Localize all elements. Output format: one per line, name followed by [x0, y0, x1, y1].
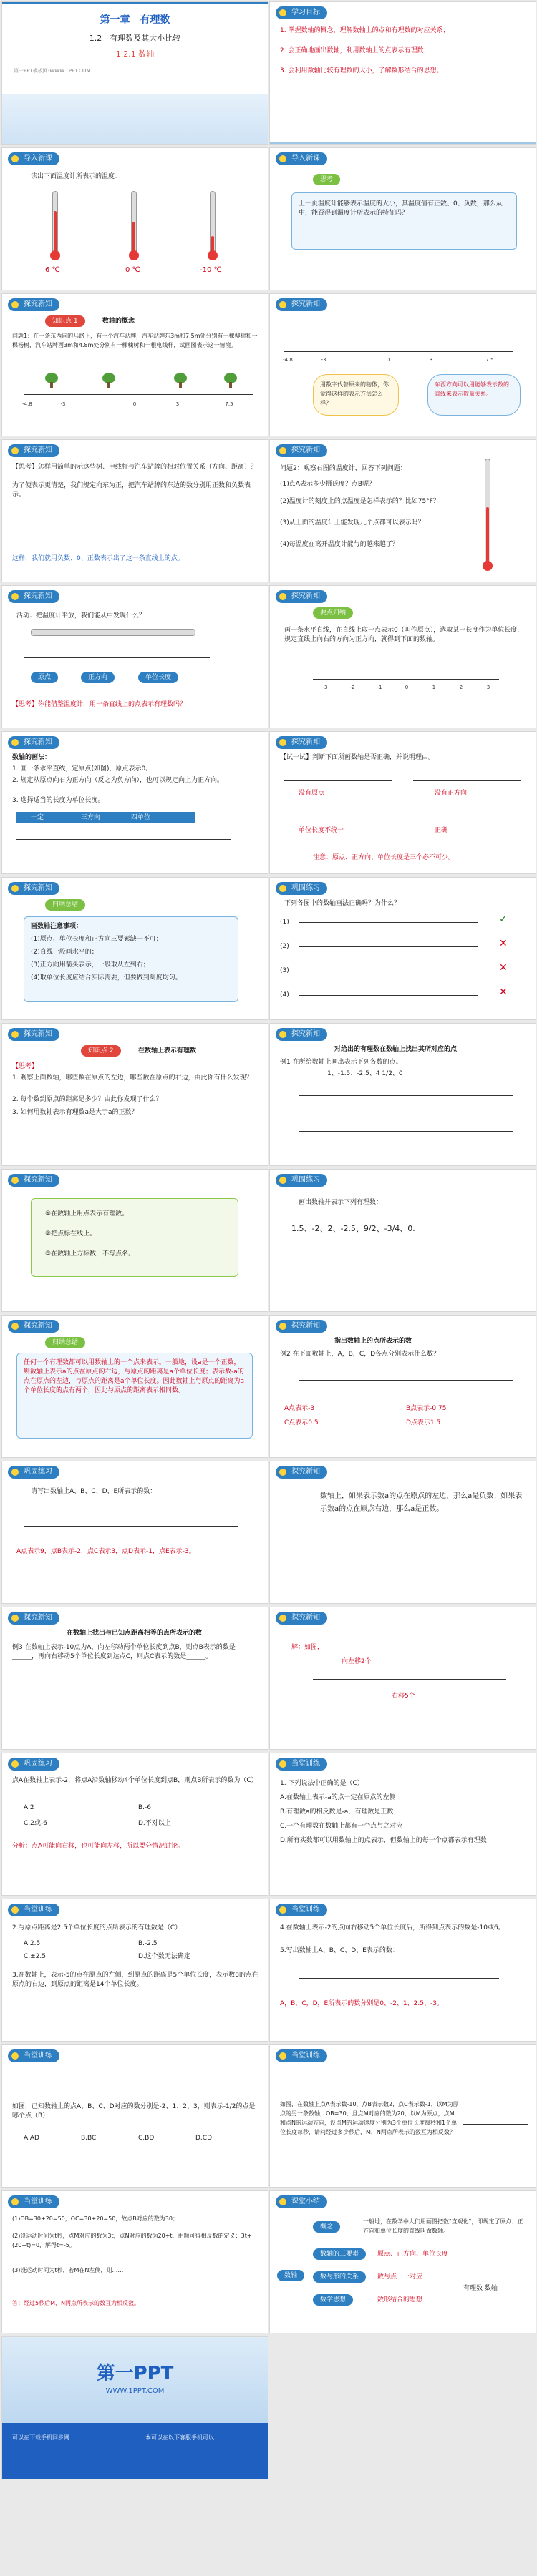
chapter-title: 第一章 有理数 — [100, 14, 170, 26]
example-text: 例3 在数轴上表示-10点为A，向左移动两个单位长度到点B，则点B表示的数是______，再向右移动5个单位长度到达点C，则点C表示的数是______。 — [12, 1644, 236, 1660]
bubble-text: 用数字代替原来的物体，你觉得这样的表示方法怎么样？ — [320, 381, 389, 406]
slide-intro-think — [269, 147, 536, 290]
solution-line: 答：经过5秒后M，N两点所表示的数互为相反数。 — [12, 2300, 140, 2306]
slide-training-3 — [269, 1899, 536, 2042]
solution-line: (1)OB=30+20=50，OC=30+20=50，故点B对应的数为30； — [12, 2215, 178, 2222]
thermometer-horizontal-icon — [31, 629, 195, 636]
number-line — [463, 2124, 528, 2125]
slide-training-4 — [1, 2044, 268, 2188]
summary-badge: 要点归纳 — [313, 607, 353, 619]
summary-text: 这样，我们就用负数、0、正数表示出了这一条直线上的点。 — [12, 555, 184, 562]
slide-represent — [1, 1023, 268, 1166]
training-item: 1. 下列说法中正确的是（C） — [280, 1780, 364, 1787]
slide-header: 巩固练习 — [8, 1758, 59, 1771]
slide-header: 探究新知 — [8, 1028, 59, 1041]
slide-header: 探究新知 — [8, 736, 59, 749]
summary-badge: 归纳总结 — [45, 899, 85, 911]
slide-question-2 — [269, 439, 536, 582]
temp-label: 0 ℃ — [125, 266, 140, 274]
question-text: 5.写出数轴上A、B、C、D、E表示的数： — [280, 1947, 399, 1954]
slide-header: 探究新知 — [8, 1320, 59, 1333]
practice-title: 下列各图中的数轴画法正确吗？为什么？ — [284, 900, 401, 907]
summary-root: 数轴 — [277, 2270, 304, 2281]
method-title: 数轴的画法： — [12, 754, 52, 761]
tick-label: -4.8 — [22, 401, 32, 407]
number-line — [284, 780, 392, 781]
option: C.BD — [138, 2135, 155, 2142]
thermometer-icon — [52, 191, 58, 255]
solution-line: (3)设运动时间为t秒，若M在N左侧，则…… — [12, 2267, 124, 2273]
band-item: 一定 — [31, 814, 44, 821]
judge-note: 没有正方向 — [435, 790, 468, 797]
slide-training-5 — [269, 2044, 536, 2188]
slide-steps — [1, 1169, 268, 1312]
practice-prompt: 画出数轴并表示下列有理数： — [299, 1199, 383, 1206]
slide-example-2 — [269, 1315, 536, 1458]
knowledge-tag: 知识点 2 — [81, 1045, 121, 1057]
method-item: 3. 选择适当的长度为单位长度。 — [12, 797, 105, 804]
option: C.2或-6 — [24, 1820, 47, 1827]
concept-title: 数轴的概念 — [102, 318, 135, 325]
slide-header: 探究新知 — [8, 444, 59, 457]
top-bar — [2, 2, 268, 4]
cover-footer: 第一PPT模板网-WWW.1PPT.COM — [14, 68, 91, 74]
button-unit-length[interactable]: 单位长度 — [138, 672, 178, 683]
slide-header: 探究新知 — [8, 882, 59, 895]
option: B.-6 — [138, 1804, 152, 1811]
slide-practice-3 — [1, 1461, 268, 1604]
tick-label: -4.8 — [283, 357, 293, 363]
question-title: 问题2：观察右图的温度计，回答下列问题： — [280, 465, 407, 472]
footer-url: WWW.1PPT.COM — [105, 2387, 165, 2395]
summary-value: 数与点一一对应 — [377, 2273, 423, 2281]
number-line — [299, 1131, 513, 1132]
slide-attention — [1, 877, 268, 1020]
temp-label: 6 ℃ — [45, 266, 60, 274]
tick-label: 0 — [386, 357, 390, 363]
prompt-text: 读出下面温度计所表示的温度： — [31, 173, 122, 180]
question-text: 【思考】怎样用简单的示这些树、电线杆与汽车站牌的相对位置关系（方向、距离）？ — [12, 464, 258, 471]
answer: C点表示0.5 — [284, 1419, 319, 1426]
slide-header: 当堂训练 — [8, 1904, 59, 1916]
attention-item: (1)原点、单位长度和正方向三要素缺一不可； — [31, 936, 163, 943]
slide-cover — [1, 1, 268, 145]
training-item: A.在数轴上表示-a的点一定在原点的左侧 — [280, 1794, 396, 1801]
slide-sign-rule — [269, 1461, 536, 1604]
step-item: ②把点标在线上。 — [45, 1230, 97, 1238]
arrow-label: 向左移2个 — [342, 1658, 372, 1665]
slide-header: 探究新知 — [276, 298, 327, 311]
question-text: 2.与原点距离是2.5个单位长度的点所表示的有理数是（C） — [12, 1924, 182, 1931]
tick-label: -3 — [322, 685, 328, 690]
option: A.AD — [24, 2135, 39, 2142]
road-line — [24, 394, 253, 395]
slide-practice-4 — [1, 1753, 268, 1896]
knowledge-tag: 知识点 1 — [45, 315, 85, 327]
objective-2: 2. 会正确地画出数轴，利用数轴上的点表示有理数； — [280, 47, 430, 54]
tick-label: 0 — [405, 685, 409, 690]
summary-value: 原点、正方向、单位长度 — [377, 2251, 449, 2258]
number-line — [16, 839, 231, 840]
step-item: ③在数轴上方标数，不写点名。 — [45, 1250, 135, 1258]
number-line — [413, 780, 521, 781]
slide-header: 当堂训练 — [276, 1904, 327, 1916]
slide-header: 探究新知 — [8, 298, 59, 311]
question-text: 【思考】你能借鉴温度计，用一条直线上的点表示有理数吗？ — [12, 701, 187, 708]
question-text: 点A在数轴上表示-2，将点A沿数轴移动4个单位长度到点B，则点B所表示的数为（C） — [12, 1777, 258, 1784]
question-item: (4)每温度在离开温度计能与的越来越了？ — [280, 541, 399, 548]
step-item: ①在数轴上用点表示有理数。 — [45, 1210, 129, 1218]
attention-item: (2)直线一般画水平的； — [31, 949, 98, 956]
slide-header: 导入新课 — [8, 152, 59, 165]
number-line — [24, 1526, 238, 1527]
number-line — [284, 351, 513, 352]
slide-header: 课堂小结 — [276, 2195, 327, 2208]
row-label: (2) — [280, 943, 289, 950]
slide-header: 探究新知 — [276, 1612, 327, 1625]
summary-value: 一般地，在数学中人们用画图把数"直观化"，即规定了原点、正方向和单位长度的直线叫做数轴。 — [363, 2218, 523, 2234]
activity-text: 活动：把温度计平放，我们能从中发现什么？ — [16, 612, 146, 619]
slide-header: 当堂训练 — [8, 2195, 59, 2208]
practice-values: 1.5、-2、2、-2.5、9/2、-3/4、0. — [291, 1224, 415, 1233]
slide-practice-1 — [269, 877, 536, 1020]
slide-conclusion — [1, 1315, 268, 1458]
subsection-title: 1.2.1 数轴 — [115, 49, 155, 59]
practice-answers: A点表示9，点B表示-2，点C表示3，点D表示-1，点E表示-3。 — [16, 1548, 195, 1555]
slide-training-1 — [269, 1753, 536, 1896]
arrow-label: 右移5个 — [392, 1693, 415, 1700]
method-item: 1. 画一条水平直线，定原点(如图)，原点表示0。 — [12, 765, 153, 773]
option: B.-2.5 — [138, 1940, 158, 1947]
footer-logo: 第一PPT — [96, 2363, 174, 2384]
objective-3: 3. 会利用数轴比较有理数的大小，了解数形结合的思想。 — [280, 67, 443, 74]
check-icon: ✓ — [499, 914, 508, 925]
band-item: 四单位 — [131, 814, 151, 821]
option: D.这个数无法确定 — [138, 1953, 190, 1960]
row-label: (3) — [280, 967, 289, 974]
section-title: 1.2 有理数及其大小比较 — [89, 34, 181, 43]
training-item: D.所有实数都可以用数轴上的点表示，但数轴上的每一个点都表示有理数 — [280, 1837, 487, 1844]
think-label: 【思考】 — [12, 1063, 39, 1070]
attention-item: (3)正方向用箭头表示，一般取从左到右； — [31, 961, 150, 969]
think-badge: 思考 — [313, 174, 340, 185]
answer-text: A，B，C，D，E所表示的数分别是0、-2、1、2.5、-3。 — [280, 2000, 443, 2007]
number-line — [299, 946, 478, 947]
tick-label: 2 — [459, 685, 463, 690]
number-line — [299, 1978, 499, 1979]
objective-1: 1. 掌握数轴的概念，理解数轴上的点和有理数的对应关系； — [280, 27, 450, 34]
number-line — [24, 657, 210, 658]
summary-key: 数与形的关系 — [313, 2271, 366, 2283]
topic-title: 在数轴上表示有理数 — [138, 1047, 197, 1054]
question-text: 4.在数轴上表示-2的点向右移动5个单位长度后，所得到点表示的数是-10或6。 — [280, 1924, 505, 1931]
tick-label: -1 — [377, 685, 382, 690]
summary-value: 数形结合的思想 — [377, 2296, 423, 2303]
slide-header: 探究新知 — [276, 1320, 327, 1333]
example-tagline: 在数轴上找出与已知点距离相等的点所表示的数 — [67, 1630, 203, 1637]
answer: A点表示-3 — [284, 1405, 315, 1412]
question-text: 如图，已知数轴上的点A、B、C、D对应的数分别是-2、1、2、3，则表示-1/2的点是哪个点（B） — [12, 2103, 256, 2120]
slide-example-3 — [1, 1607, 268, 1750]
thermometer-icon — [485, 459, 490, 566]
number-line — [313, 1679, 506, 1680]
slide-footer — [1, 2336, 268, 2479]
number-line — [299, 922, 478, 923]
slide-header: 巩固练习 — [8, 1466, 59, 1479]
question-item: (1)点A表示多少摄氏度？点B呢？ — [280, 481, 376, 488]
think-item: 3. 如何用数轴表示有理数a是大于a的正数？ — [12, 1109, 138, 1116]
number-line — [299, 1380, 513, 1381]
slide-practice-2 — [269, 1169, 536, 1312]
slide-header: 导入新课 — [276, 152, 327, 165]
cross-icon: ✕ — [499, 938, 508, 949]
slide-header: 当堂训练 — [8, 2049, 59, 2062]
slide-concept-2 — [269, 293, 536, 436]
slide-header: 探究新知 — [276, 590, 327, 603]
slide-header: 当堂训练 — [276, 2049, 327, 2062]
summary-key: 概念 — [313, 2221, 340, 2233]
bubble-text: 东西方向可以用能够表示数的直线来表示数量关系。 — [435, 381, 509, 397]
button-origin[interactable]: 原点 — [31, 672, 58, 683]
slide-activity — [1, 585, 268, 728]
try-title: 【试一试】判断下面所画数轴是否正确，并说明理由。 — [280, 754, 435, 761]
slide-header: 探究新知 — [276, 736, 327, 749]
slide-header: 探究新知 — [276, 1466, 327, 1479]
cover-decoration — [2, 94, 268, 144]
tree-icon — [174, 373, 187, 388]
judge-note: 正确 — [435, 827, 448, 834]
thermometer-icon — [210, 191, 216, 255]
slide-example-1 — [269, 1023, 536, 1166]
analysis-text: 分析：点A可能向右移，也可能向左移，所以要分情况讨论。 — [12, 1843, 185, 1850]
slide-drawing-method — [1, 731, 268, 874]
example-text: 例2 在下面数轴上，A，B，C，D各点分别表示什么数？ — [280, 1351, 440, 1358]
slide-header: 巩固练习 — [276, 1174, 327, 1187]
option: D.CD — [195, 2135, 213, 2142]
summary-key: 数轴的三要素 — [313, 2248, 366, 2260]
row-label: (4) — [280, 991, 289, 999]
tree-icon — [45, 373, 58, 388]
side-label: 有理数 数轴 — [463, 2285, 498, 2292]
slide-header: 巩固练习 — [276, 882, 327, 895]
think-item: 1. 观察上面数轴，哪些数在原点的左边，哪些数在原点的右边，由此你有什么发现？ — [12, 1074, 253, 1082]
definition-text: 画一条水平直线，在直线上取一点表示0（叫作原点），选取某一长度作为单位长度，规定直线上向右的方向为正方向，就得到下面的数轴。 — [284, 627, 524, 643]
example-values: 1、-1.5、-2.5、4 1/2、0 — [327, 1070, 403, 1077]
tick-label: -2 — [349, 685, 355, 690]
judge-note: 单位长度不统一 — [299, 827, 344, 834]
tick-label: 3 — [486, 685, 490, 690]
tick-label: 3 — [175, 401, 180, 407]
slide-training-2 — [1, 1899, 268, 2042]
solution-line: (2)设运动时间为t秒，点M对应的数为3t，点N对应的数为20+t，由题可得相反数的定义：3t+(20+t)=0，解得t=-5。 — [12, 2233, 252, 2248]
tick-label: -3 — [321, 357, 326, 363]
question-item: (3)从上面的温度计上能发现几个点都可以表示吗？ — [280, 519, 425, 527]
answer: B点表示-0.75 — [406, 1405, 447, 1412]
slide-think — [1, 439, 268, 582]
slide-header: 探究新知 — [8, 1612, 59, 1625]
footer-left-text: 可以在下载手机同步网 — [12, 2434, 69, 2441]
tick-label: -3 — [60, 401, 66, 407]
problem-text: 问题1：在一条东西向的马路上，有一个汽车站牌，汽车站牌东3m和7.5m处分别有一棵柳树和一棵杨树，汽车站牌西3m和4.8m处分别有一棵槐树和一根电线杆，试画图表示这一情境。 — [12, 333, 258, 348]
slide-objectives — [269, 1, 536, 145]
method-item: 2. 规定从原点向右为正方向（反之为负方向），也可以规定向上为正方向。 — [12, 777, 223, 784]
answer: D点表示1.5 — [406, 1419, 441, 1426]
question-text: 如图，在数轴上点A表示数-10，点B表示数2，点C表示数-1，以M为原点的另一条数轴，OB=30，且点M对应的数为20，以M为原点，点M和点N的运动方向，设点M的运动速度分别为3个单位长度每秒和1个单位长度每秒，请问经过多少秒后，M，N两点所表示的数互为相反数？ — [280, 2101, 459, 2135]
tick-label: 7.5 — [225, 401, 233, 407]
summary-badge: 归纳总结 — [45, 1337, 85, 1348]
row-label: (1) — [280, 919, 289, 926]
number-line — [299, 995, 478, 996]
band-item: 三方向 — [81, 814, 101, 821]
thermometer-icon — [131, 191, 137, 255]
practice-prompt: 请写出数轴上A、B、C、D、E所表示的数： — [31, 1488, 157, 1495]
training-item: B.有理数a的相反数是-a，有理数是正数； — [280, 1808, 400, 1816]
tree-icon — [102, 373, 115, 388]
note-text: 注意：原点、正方向、单位长度是三个必不可少。 — [313, 854, 455, 861]
think-text: 上一页温度计能够表示温度的大小，其温度值有正数、0、负数，那么从中，能否得到温度计所表示的特征吗？ — [299, 200, 503, 217]
number-line — [313, 679, 499, 680]
tick-label: 3 — [429, 357, 433, 363]
summary-key: 数学思想 — [313, 2294, 353, 2306]
cross-icon: ✕ — [499, 986, 508, 998]
tick-label: 7.5 — [485, 357, 494, 363]
question-text: 3.在数轴上，表示-5的点在原点的左侧，到原点的距离是5个单位长度，表示数8的点在原点的右边，到原点的距离是14个单位长度。 — [12, 1972, 259, 1988]
example-tagline: 指出数轴上的点所表示的数 — [334, 1338, 412, 1345]
attention-item: (4)取单位长度应结合实际需要，但要做到刻度均匀。 — [31, 974, 182, 981]
cross-icon: ✕ — [499, 962, 508, 974]
footer-right-text: 本可以在以下客服手机可以 — [145, 2434, 214, 2441]
slide-try — [269, 731, 536, 874]
option: B.BC — [81, 2135, 97, 2142]
question-item: (2)温度计的刻度上的点温度是怎样表示的？比如75°F？ — [280, 498, 440, 505]
slide-solution — [1, 2190, 268, 2333]
solution-label: 解：如图， — [291, 1644, 324, 1651]
footer-band — [2, 2423, 268, 2479]
training-item: C.一个有理数在数轴上都有一个点与之对应 — [280, 1823, 403, 1830]
slide-summary-def — [269, 585, 536, 728]
tick-label: 0 — [132, 401, 137, 407]
slide-intro-thermometer — [1, 147, 268, 290]
slide-header: 探究新知 — [276, 1028, 327, 1041]
option: A.2.5 — [24, 1940, 41, 1947]
rule-text: 数轴上，如果表示数a的点在原点的左边，那么a是负数；如果表示数a的点在原点右边，那么a是正数。 — [320, 1492, 523, 1513]
slide-header: 探究新知 — [8, 590, 59, 603]
slide-concept — [1, 293, 268, 436]
slide-header: 当堂训练 — [276, 1758, 327, 1771]
tick-label: 1 — [432, 685, 436, 690]
option: D.不对以上 — [138, 1820, 171, 1827]
slide-header: 学习目标 — [276, 6, 327, 19]
slide-class-summary — [269, 2190, 536, 2333]
button-positive-direction[interactable]: 正方向 — [81, 672, 115, 683]
option: A.2 — [24, 1804, 34, 1811]
option: C.±2.5 — [24, 1953, 46, 1960]
attention-title: 画数轴注意事项： — [31, 923, 83, 930]
slide-header: 探究新知 — [8, 1174, 59, 1187]
example-text: 例1 在所给数轴上画出表示下列各数的点。 — [280, 1059, 402, 1066]
question-text: 为了便表示更清楚，我们规定向东为正，把汽车站牌的东边的数分别用正数和负数表示。 — [12, 482, 251, 499]
example-tagline: 对给出的有理数在数轴上找出其所对应的点 — [334, 1046, 458, 1053]
conclusion-text: 任何一个有理数都可以用数轴上的一个点来表示。一般地，设a是一个正数，则数轴上表示a的点在原点的右边，与原点的距离是a个单位长度；表示数-a的点在原点的左边，与原点的距离是a个单位长度。因此数轴上与原点的距离为a个单位长度的点有两个，因此与原点的距离表示相同数。 — [24, 1359, 245, 1394]
number-line — [299, 1095, 513, 1096]
judge-note: 没有原点 — [299, 790, 325, 797]
slide-example-3-solution — [269, 1607, 536, 1750]
think-item: 2. 每个数到原点的距离是多少？由此你发现了什么？ — [12, 1096, 163, 1103]
temp-label: -10 ℃ — [200, 266, 222, 274]
slide-header: 探究新知 — [276, 444, 327, 457]
tree-icon — [224, 373, 237, 388]
